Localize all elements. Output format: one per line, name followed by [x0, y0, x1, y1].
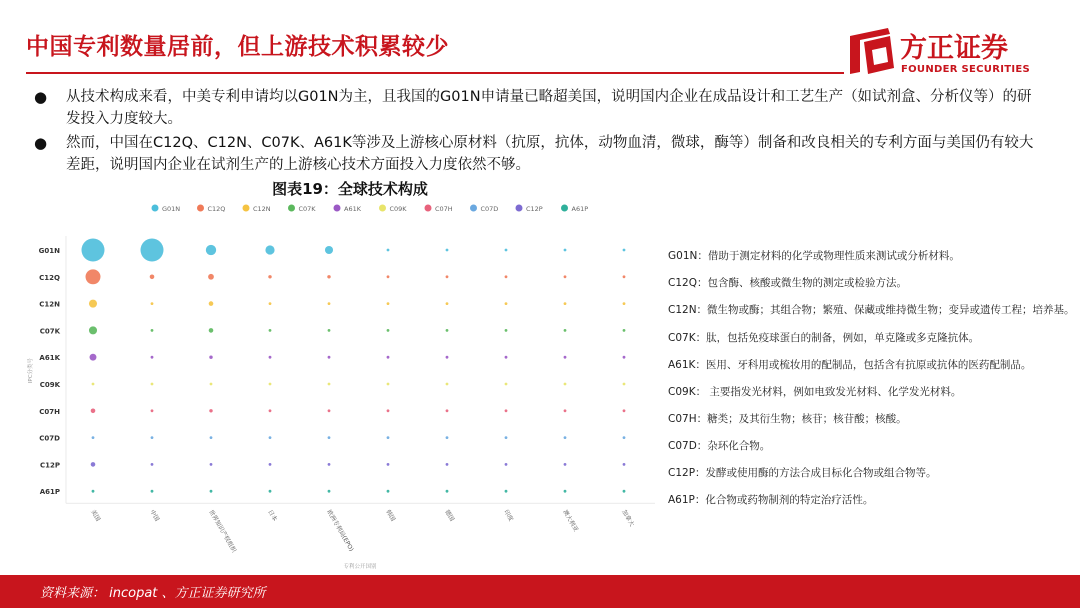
bubble-point: [328, 436, 331, 439]
bubble-point: [327, 275, 330, 278]
y-tick-label: A61K: [39, 354, 60, 363]
bubble-point: [623, 383, 626, 386]
bubble-point: [564, 463, 567, 466]
bubble-point: [387, 490, 390, 493]
legend-label: C12P: [526, 205, 543, 213]
bubble-point: [89, 300, 97, 308]
legend-label: C12Q: [207, 205, 226, 213]
bubble-point: [151, 329, 154, 332]
bubble-point: [387, 409, 390, 412]
x-tick-label: 美国: [89, 508, 102, 523]
bubble-point: [505, 249, 508, 252]
bubble-point: [387, 329, 390, 332]
x-tick-label: 德国: [443, 508, 456, 523]
source-note: 资料来源： incopat 、方正证券研究所: [40, 586, 266, 601]
bubble-point: [328, 302, 331, 305]
bubble-point: [387, 275, 390, 278]
bubble-point: [387, 383, 390, 386]
bubble-point: [564, 436, 567, 439]
y-axis-title: IPC分类号: [28, 357, 34, 384]
y-tick-label: C09K: [39, 381, 60, 389]
bubble-point: [269, 356, 272, 359]
bubble-point: [387, 249, 390, 252]
bubble-point: [505, 409, 508, 412]
legend-label: C07H: [435, 205, 453, 213]
legend-label: C12N: [253, 205, 271, 213]
y-tick-label: C07H: [39, 407, 60, 416]
bubble-point: [92, 383, 95, 386]
bullet-dot-icon: ●: [34, 88, 48, 106]
bubble-point: [265, 245, 274, 254]
bubble-point: [208, 274, 214, 280]
bubble-point: [623, 409, 626, 412]
bubble-point: [151, 383, 154, 386]
bubble-point: [328, 490, 331, 493]
legend-marker: [470, 205, 477, 212]
bubble-point: [387, 463, 390, 466]
bubble-point: [564, 249, 567, 252]
bubble-point: [505, 302, 508, 305]
bubble-point: [209, 409, 212, 412]
bubble-point: [446, 409, 449, 412]
y-tick-label: C07K: [39, 327, 60, 336]
bubble-point: [210, 436, 213, 439]
bubble-point: [446, 356, 449, 359]
bubble-point: [564, 409, 567, 412]
bubble-point: [623, 302, 626, 305]
legend-marker: [379, 205, 386, 212]
ipc-description: C12P：发酵或使用酶的方法合成目标化合物或组合物等。: [668, 467, 937, 479]
bubble-point: [505, 383, 508, 386]
ipc-description: G01N：借助于测定材料的化学或物理性质来测试或分析材料。: [668, 250, 960, 262]
bubble-point: [269, 302, 272, 305]
bubble-point: [446, 249, 449, 252]
bubble-point: [210, 383, 213, 386]
legend-label: G01N: [162, 205, 181, 213]
bullet-dot-icon: ●: [34, 134, 48, 152]
bubble-point: [446, 302, 449, 305]
legend-label: C07K: [298, 205, 316, 213]
x-tick-label: 中国: [148, 508, 161, 523]
bubble-point: [269, 409, 272, 412]
bubble-point: [209, 301, 214, 306]
bubble-point: [446, 463, 449, 466]
bubble-point: [387, 302, 390, 305]
bubble-point: [505, 275, 508, 278]
bubble-point: [151, 409, 154, 412]
legend-label: A61P: [571, 205, 589, 213]
ipc-description: C07H：糖类；及其衍生物；核苷；核苷酸；核酸。: [668, 413, 907, 425]
bubble-point: [623, 249, 626, 252]
bubble-point: [90, 354, 97, 361]
bubble-point: [269, 490, 272, 493]
bullet-list: [32, 86, 1042, 178]
bubble-point: [623, 329, 626, 332]
slide-title: 中国专利数量居前，但上游技术积累较少: [26, 34, 449, 60]
bubble-point: [151, 463, 154, 466]
bubble-point: [269, 436, 272, 439]
bubble-point: [623, 356, 626, 359]
brand-name-en: FOUNDER SECURITIES: [901, 64, 1031, 75]
bubble-point: [564, 329, 567, 332]
x-tick-label: 印度: [502, 508, 515, 523]
bubble-point: [328, 463, 331, 466]
bubble-point: [623, 436, 626, 439]
y-tick-label: A61P: [39, 488, 60, 497]
bubble-point: [505, 329, 508, 332]
bubble-point: [387, 356, 390, 359]
bubble-point: [564, 490, 567, 493]
bubble-point: [446, 436, 449, 439]
chart-title: 图表19：全球技术构成: [272, 180, 428, 198]
bubble-point: [564, 356, 567, 359]
legend-label: C09K: [389, 205, 407, 213]
bubble-point: [92, 436, 95, 439]
bullet-text: 然而，中国在C12Q、C12N、C07K、A61K等涉及上游核心原材料（抗原，抗体，动物血清，微球，酶等）制备和改良相关的专利方面与美国仍有较大差距，说明国内企业在试剂生产的上游核心技术方面投入力度依然不够。: [66, 135, 1034, 173]
bubble-point: [209, 328, 214, 333]
bubble-point: [268, 275, 271, 278]
bubble-point: [141, 239, 164, 262]
y-tick-label: C07D: [39, 434, 60, 443]
bubble-point: [505, 356, 508, 359]
x-tick-label: 日本: [266, 508, 279, 523]
legend-marker: [425, 205, 432, 212]
bubble-point: [328, 409, 331, 412]
legend-marker: [288, 205, 295, 212]
bubble-point: [269, 383, 272, 386]
bubble-point: [564, 383, 567, 386]
bubble-point: [446, 383, 449, 386]
brand-name-cn: 方正证券: [900, 33, 1008, 64]
ipc-description: A61K：医用、牙科用或梳妆用的配制品，包括含有抗原或抗体的医药配制品。: [668, 359, 1032, 371]
bubble-point: [325, 246, 333, 254]
bubble-point: [210, 463, 213, 466]
bubble-point: [91, 462, 96, 467]
bubble-point: [564, 275, 567, 278]
bullet-text: 从技术构成来看，中美专利申请均以G01N为主，且我国的G01N申请量已略超美国，说明国内企业在成品设计和工艺生产（如试剂盒、分析仪等）的研发投入力度较大。: [66, 89, 1032, 127]
legend-marker: [516, 205, 523, 212]
bubble-point: [269, 329, 272, 332]
ipc-description: C09K： 主要指发光材料，例如电致发光材料、化学发光材料。: [668, 386, 962, 398]
legend-marker: [152, 205, 159, 212]
ipc-description: A61P：化合物或药物制剂的特定治疗活性。: [668, 494, 874, 506]
legend-marker: [243, 205, 250, 212]
bubble-point: [269, 463, 272, 466]
legend-marker: [334, 205, 341, 212]
bubble-point: [89, 326, 97, 334]
bubble-point: [328, 383, 331, 386]
x-axis-title: 专利公开国别: [343, 564, 377, 570]
bullet-item: [32, 86, 1042, 130]
bubble-point: [446, 275, 449, 278]
bullet-item: [32, 132, 1042, 176]
bubble-point: [210, 490, 213, 493]
bubble-chart: [0, 196, 665, 574]
ipc-description: C07K：肽，包括免疫球蛋白的制备，例如，单克隆或多克隆抗体。: [668, 332, 980, 344]
bubble-point: [328, 329, 331, 332]
footer-bar: [0, 575, 1080, 608]
bubble-point: [328, 356, 331, 359]
bubble-point: [446, 329, 449, 332]
bubble-point: [91, 409, 96, 414]
logo-mark-icon: [850, 28, 894, 74]
bubble-point: [92, 490, 95, 493]
bubble-point: [86, 269, 101, 284]
bubble-point: [623, 490, 626, 493]
x-tick-label: 韩国: [384, 508, 397, 523]
bubble-point: [387, 436, 390, 439]
brand-logo: [850, 26, 1060, 78]
bubble-point: [209, 355, 212, 358]
x-tick-label: 欧洲专利局(EPO): [325, 508, 355, 553]
bubble-point: [206, 245, 216, 255]
bubble-point: [564, 302, 567, 305]
bubble-point: [505, 436, 508, 439]
bubble-point: [505, 463, 508, 466]
ipc-description: C07D：杂环化合物。: [668, 440, 771, 452]
legend-label: C07D: [480, 205, 499, 213]
x-tick-label: 加拿大: [620, 508, 636, 528]
y-tick-label: C12P: [39, 461, 60, 470]
bubble-point: [446, 490, 449, 493]
title-underline: [26, 72, 844, 74]
y-tick-label: C12Q: [39, 273, 60, 282]
legend-marker: [561, 205, 568, 212]
bubble-point: [623, 463, 626, 466]
legend-label: A61K: [344, 205, 361, 213]
ipc-description: C12N：微生物或酶；其组合物；繁殖、保藏或维持微生物；变异或遗传工程；培养基。: [668, 304, 1075, 316]
y-tick-label: C12N: [39, 300, 60, 309]
bubble-point: [150, 275, 155, 280]
bubble-point: [151, 490, 154, 493]
ipc-description: C12Q：包含酶、核酸或微生物的测定或检验方法。: [668, 277, 907, 289]
bubble-point: [505, 490, 508, 493]
x-tick-label: 澳大利亚: [561, 508, 580, 533]
bubble-point: [151, 302, 154, 305]
x-tick-label: 世界知识产权组织: [207, 508, 238, 554]
bubble-point: [623, 275, 626, 278]
bubble-point: [151, 356, 154, 359]
y-tick-label: G01N: [38, 247, 60, 255]
bubble-point: [151, 436, 154, 439]
legend-marker: [197, 205, 204, 212]
bubble-point: [82, 239, 105, 262]
